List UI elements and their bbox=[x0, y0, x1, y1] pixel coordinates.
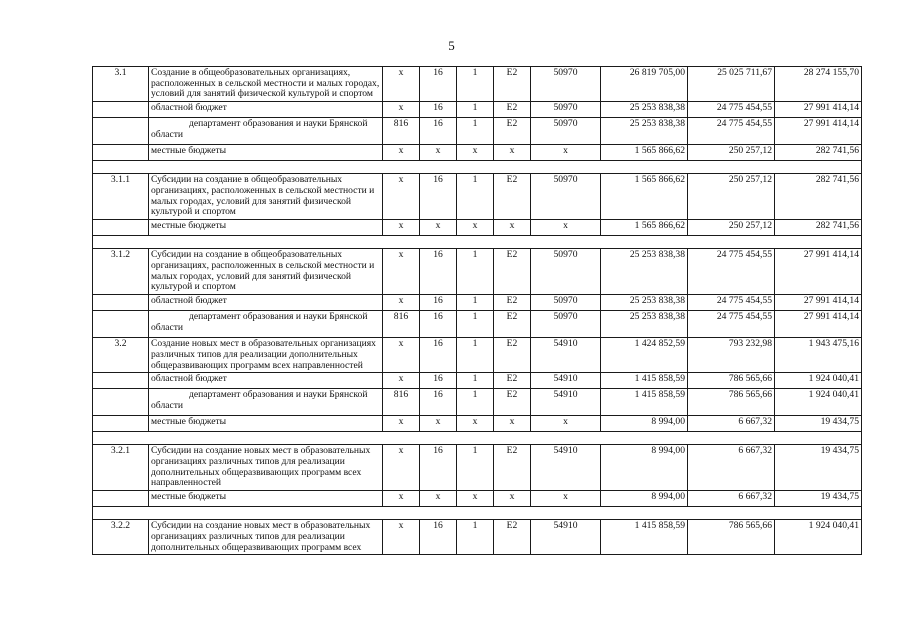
grbs-cell: 816 bbox=[383, 389, 420, 416]
cs-cell: E2 bbox=[494, 102, 531, 118]
spacer-row bbox=[93, 432, 862, 445]
amount-year3-cell: 1 924 040,41 bbox=[775, 389, 862, 416]
rz-cell: 16 bbox=[420, 338, 457, 373]
amount-year1-cell: 25 253 838,38 bbox=[601, 295, 688, 311]
spacer-cell bbox=[93, 507, 862, 520]
rz-cell: 16 bbox=[420, 295, 457, 311]
row-name-cell: Субсидии на создание в общеобразовательных организациях, расположенных в сельской местности и малых городах, условий для занятий физической культурой и спортом bbox=[149, 174, 383, 220]
rz-cell: 16 bbox=[420, 174, 457, 220]
amount-year1-cell: 1 415 858,59 bbox=[601, 389, 688, 416]
amount-year2-cell: 24 775 454,55 bbox=[688, 311, 775, 338]
amount-year1-cell: 26 819 705,00 bbox=[601, 67, 688, 102]
pr-cell: х bbox=[457, 220, 494, 236]
spacer-row bbox=[93, 507, 862, 520]
table-row bbox=[93, 118, 862, 145]
amount-year1-cell: 1 415 858,59 bbox=[601, 520, 688, 555]
row-code-cell bbox=[93, 145, 149, 161]
row-name-cell: местные бюджеты bbox=[149, 220, 383, 236]
spacer-cell bbox=[93, 432, 862, 445]
grbs-cell: х bbox=[383, 520, 420, 555]
amount-year1-cell: 25 253 838,38 bbox=[601, 249, 688, 295]
amount-year2-cell: 786 565,66 bbox=[688, 389, 775, 416]
rz-cell: 16 bbox=[420, 102, 457, 118]
amount-year1-cell: 1 565 866,62 bbox=[601, 145, 688, 161]
csr-cell: х bbox=[531, 416, 601, 432]
csr-cell: 50970 bbox=[531, 118, 601, 145]
table-row bbox=[93, 311, 862, 338]
row-name-cell: департамент образования и науки Брянской области bbox=[149, 118, 383, 145]
pr-cell: 1 bbox=[457, 118, 494, 145]
csr-cell: 54910 bbox=[531, 445, 601, 491]
rz-cell: х bbox=[420, 416, 457, 432]
amount-year3-cell: 1 924 040,41 bbox=[775, 373, 862, 389]
rz-cell: х bbox=[420, 220, 457, 236]
rz-cell: х bbox=[420, 145, 457, 161]
row-code-cell: 3.1 bbox=[93, 67, 149, 102]
amount-year2-cell: 786 565,66 bbox=[688, 520, 775, 555]
grbs-cell: х bbox=[383, 67, 420, 102]
row-code-cell: 3.1.2 bbox=[93, 249, 149, 295]
amount-year3-cell: 27 991 414,14 bbox=[775, 118, 862, 145]
table-row bbox=[93, 338, 862, 373]
cs-cell: E2 bbox=[494, 389, 531, 416]
pr-cell: 1 bbox=[457, 520, 494, 555]
page-number: 5 bbox=[448, 38, 455, 53]
grbs-cell: х bbox=[383, 174, 420, 220]
grbs-cell: х bbox=[383, 338, 420, 373]
amount-year2-cell: 25 025 711,67 bbox=[688, 67, 775, 102]
amount-year3-cell: 27 991 414,14 bbox=[775, 295, 862, 311]
grbs-cell: 816 bbox=[383, 118, 420, 145]
amount-year1-cell: 25 253 838,38 bbox=[601, 311, 688, 338]
pr-cell: 1 bbox=[457, 174, 494, 220]
pr-cell: 1 bbox=[457, 311, 494, 338]
amount-year1-cell: 25 253 838,38 bbox=[601, 118, 688, 145]
amount-year3-cell: 19 434,75 bbox=[775, 445, 862, 491]
table-row bbox=[93, 445, 862, 491]
rz-cell: 16 bbox=[420, 373, 457, 389]
amount-year3-cell: 27 991 414,14 bbox=[775, 102, 862, 118]
table-body bbox=[93, 67, 862, 555]
amount-year2-cell: 24 775 454,55 bbox=[688, 118, 775, 145]
grbs-cell: х bbox=[383, 491, 420, 507]
csr-cell: 54910 bbox=[531, 520, 601, 555]
row-name-cell: Создание в общеобразовательных организациях, расположенных в сельской местности и малых городах, условий для занятий физической культурой и спортом bbox=[149, 67, 383, 102]
pr-cell: х bbox=[457, 145, 494, 161]
table-row bbox=[93, 520, 862, 555]
spacer-cell bbox=[93, 236, 862, 249]
table-row bbox=[93, 249, 862, 295]
rz-cell: 16 bbox=[420, 311, 457, 338]
pr-cell: 1 bbox=[457, 389, 494, 416]
csr-cell: х bbox=[531, 220, 601, 236]
row-code-cell bbox=[93, 311, 149, 338]
table-row bbox=[93, 174, 862, 220]
amount-year2-cell: 24 775 454,55 bbox=[688, 249, 775, 295]
csr-cell: 50970 bbox=[531, 249, 601, 295]
csr-cell: 54910 bbox=[531, 373, 601, 389]
amount-year3-cell: 28 274 155,70 bbox=[775, 67, 862, 102]
grbs-cell: х bbox=[383, 145, 420, 161]
csr-cell: х bbox=[531, 145, 601, 161]
amount-year2-cell: 250 257,12 bbox=[688, 145, 775, 161]
grbs-cell: х bbox=[383, 102, 420, 118]
cs-cell: E2 bbox=[494, 295, 531, 311]
csr-cell: 50970 bbox=[531, 102, 601, 118]
pr-cell: 1 bbox=[457, 249, 494, 295]
rz-cell: 16 bbox=[420, 520, 457, 555]
table-row bbox=[93, 373, 862, 389]
pr-cell: х bbox=[457, 416, 494, 432]
csr-cell: х bbox=[531, 491, 601, 507]
amount-year2-cell: 24 775 454,55 bbox=[688, 295, 775, 311]
row-name-cell: областной бюджет bbox=[149, 373, 383, 389]
row-code-cell: 3.2.2 bbox=[93, 520, 149, 555]
cs-cell: E2 bbox=[494, 249, 531, 295]
pr-cell: 1 bbox=[457, 295, 494, 311]
row-name-cell: местные бюджеты bbox=[149, 416, 383, 432]
rz-cell: 16 bbox=[420, 445, 457, 491]
row-code-cell bbox=[93, 118, 149, 145]
cs-cell: х bbox=[494, 220, 531, 236]
cs-cell: х bbox=[494, 416, 531, 432]
amount-year2-cell: 786 565,66 bbox=[688, 373, 775, 389]
row-name-cell: Субсидии на создание в общеобразовательных организациях, расположенных в сельской местности и малых городах, условий для занятий физической культурой и спортом bbox=[149, 249, 383, 295]
amount-year1-cell: 1 424 852,59 bbox=[601, 338, 688, 373]
grbs-cell: х bbox=[383, 416, 420, 432]
cs-cell: E2 bbox=[494, 118, 531, 145]
amount-year3-cell: 19 434,75 bbox=[775, 416, 862, 432]
cs-cell: х bbox=[494, 491, 531, 507]
budget-table bbox=[92, 66, 862, 555]
amount-year1-cell: 8 994,00 bbox=[601, 445, 688, 491]
csr-cell: 50970 bbox=[531, 295, 601, 311]
csr-cell: 50970 bbox=[531, 174, 601, 220]
cs-cell: E2 bbox=[494, 174, 531, 220]
row-code-cell bbox=[93, 102, 149, 118]
row-name-cell: местные бюджеты bbox=[149, 145, 383, 161]
amount-year3-cell: 1 924 040,41 bbox=[775, 520, 862, 555]
row-code-cell bbox=[93, 220, 149, 236]
row-code-cell bbox=[93, 389, 149, 416]
amount-year2-cell: 6 667,32 bbox=[688, 491, 775, 507]
pr-cell: 1 bbox=[457, 67, 494, 102]
cs-cell: E2 bbox=[494, 311, 531, 338]
row-name-cell: департамент образования и науки Брянской области bbox=[149, 389, 383, 416]
row-name-cell: областной бюджет bbox=[149, 102, 383, 118]
rz-cell: 16 bbox=[420, 67, 457, 102]
row-name-cell: Субсидии на создание новых мест в образовательных организациях различных типов для реализации дополнительных общеразвивающих программ всех направленностей bbox=[149, 445, 383, 491]
grbs-cell: х bbox=[383, 295, 420, 311]
grbs-cell: х bbox=[383, 373, 420, 389]
amount-year2-cell: 6 667,32 bbox=[688, 416, 775, 432]
grbs-cell: х bbox=[383, 445, 420, 491]
amount-year1-cell: 8 994,00 bbox=[601, 416, 688, 432]
pr-cell: 1 bbox=[457, 373, 494, 389]
amount-year1-cell: 1 565 866,62 bbox=[601, 174, 688, 220]
row-code-cell bbox=[93, 295, 149, 311]
amount-year3-cell: 282 741,56 bbox=[775, 145, 862, 161]
table-row bbox=[93, 220, 862, 236]
csr-cell: 50970 bbox=[531, 67, 601, 102]
row-name-cell: Субсидии на создание новых мест в образовательных организациях различных типов для реализации дополнительных общеразвивающих программ всех bbox=[149, 520, 383, 555]
amount-year2-cell: 250 257,12 bbox=[688, 220, 775, 236]
row-name-cell: департамент образования и науки Брянской области bbox=[149, 311, 383, 338]
amount-year2-cell: 24 775 454,55 bbox=[688, 102, 775, 118]
rz-cell: 16 bbox=[420, 249, 457, 295]
csr-cell: 50970 bbox=[531, 311, 601, 338]
table-row bbox=[93, 102, 862, 118]
rz-cell: 16 bbox=[420, 389, 457, 416]
row-code-cell bbox=[93, 416, 149, 432]
row-code-cell: 3.1.1 bbox=[93, 174, 149, 220]
spacer-row bbox=[93, 161, 862, 174]
cs-cell: E2 bbox=[494, 67, 531, 102]
table-row bbox=[93, 416, 862, 432]
rz-cell: 16 bbox=[420, 118, 457, 145]
row-code-cell: 3.2.1 bbox=[93, 445, 149, 491]
grbs-cell: 816 bbox=[383, 311, 420, 338]
amount-year3-cell: 282 741,56 bbox=[775, 174, 862, 220]
pr-cell: 1 bbox=[457, 338, 494, 373]
pr-cell: 1 bbox=[457, 102, 494, 118]
table-row bbox=[93, 491, 862, 507]
amount-year3-cell: 27 991 414,14 bbox=[775, 249, 862, 295]
amount-year2-cell: 6 667,32 bbox=[688, 445, 775, 491]
amount-year2-cell: 250 257,12 bbox=[688, 174, 775, 220]
cs-cell: E2 bbox=[494, 338, 531, 373]
amount-year3-cell: 1 943 475,16 bbox=[775, 338, 862, 373]
amount-year1-cell: 1 415 858,59 bbox=[601, 373, 688, 389]
row-code-cell bbox=[93, 373, 149, 389]
amount-year1-cell: 25 253 838,38 bbox=[601, 102, 688, 118]
rz-cell: х bbox=[420, 491, 457, 507]
row-name-cell: областной бюджет bbox=[149, 295, 383, 311]
row-code-cell: 3.2 bbox=[93, 338, 149, 373]
cs-cell: E2 bbox=[494, 520, 531, 555]
grbs-cell: х bbox=[383, 249, 420, 295]
row-code-cell bbox=[93, 491, 149, 507]
spacer-cell bbox=[93, 161, 862, 174]
table-row bbox=[93, 145, 862, 161]
row-name-cell: местные бюджеты bbox=[149, 491, 383, 507]
cs-cell: E2 bbox=[494, 373, 531, 389]
amount-year3-cell: 19 434,75 bbox=[775, 491, 862, 507]
csr-cell: 54910 bbox=[531, 389, 601, 416]
cs-cell: E2 bbox=[494, 445, 531, 491]
csr-cell: 54910 bbox=[531, 338, 601, 373]
amount-year1-cell: 8 994,00 bbox=[601, 491, 688, 507]
pr-cell: х bbox=[457, 491, 494, 507]
grbs-cell: х bbox=[383, 220, 420, 236]
amount-year3-cell: 27 991 414,14 bbox=[775, 311, 862, 338]
table-row bbox=[93, 295, 862, 311]
cs-cell: х bbox=[494, 145, 531, 161]
row-name-cell: Создание новых мест в образовательных организациях различных типов для реализации дополнительных общеразвивающих программ всех направленностей bbox=[149, 338, 383, 373]
spacer-row bbox=[93, 236, 862, 249]
pr-cell: 1 bbox=[457, 445, 494, 491]
table-row bbox=[93, 389, 862, 416]
amount-year3-cell: 282 741,56 bbox=[775, 220, 862, 236]
amount-year1-cell: 1 565 866,62 bbox=[601, 220, 688, 236]
table-row bbox=[93, 67, 862, 102]
amount-year2-cell: 793 232,98 bbox=[688, 338, 775, 373]
